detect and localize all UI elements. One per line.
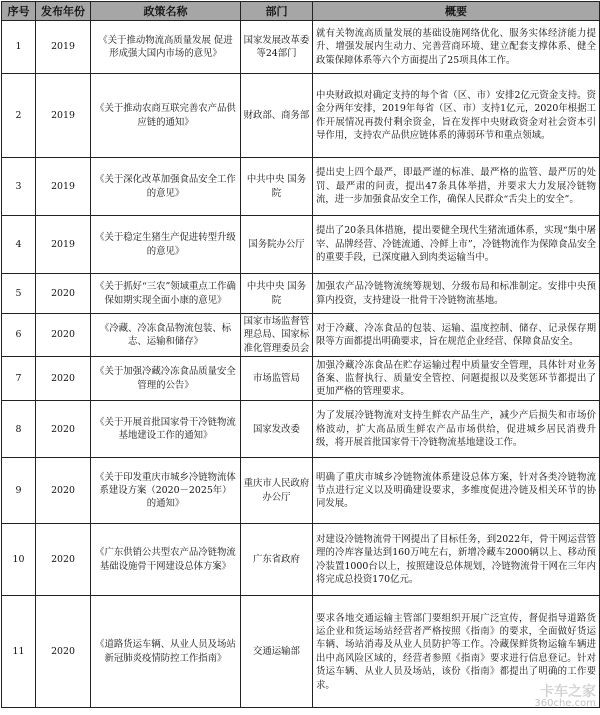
row-department: 中共中央 国务院 <box>241 274 313 314</box>
row-policy-name: 《关于推动物流高质量发展 促进形成强大国内市场的意见》 <box>91 21 241 74</box>
row-year: 2020 <box>36 458 91 524</box>
header-year: 发布年份 <box>36 2 91 21</box>
header-department: 部门 <box>241 2 313 21</box>
row-summary: 加强农产品冷链物流统筹规划、分级布局和标准制定。安排中央预算内投资，支持建设一批骨干冷链物流基地。 <box>313 274 600 314</box>
row-index: 1 <box>2 21 36 74</box>
row-department: 广东省政府 <box>241 524 313 596</box>
table-row <box>2 357 600 401</box>
policy-table <box>1 1 600 708</box>
row-year: 2020 <box>36 401 91 458</box>
row-department: 国家发展改革委等24部门 <box>241 21 313 74</box>
row-index: 7 <box>2 357 36 401</box>
row-policy-name: 《道路货运车辆、从业人员及场站新冠肺炎疫情防控工作指南》 <box>91 596 241 708</box>
row-index: 11 <box>2 596 36 708</box>
row-year: 2019 <box>36 216 91 274</box>
row-index: 5 <box>2 274 36 314</box>
row-department: 国家发改委 <box>241 401 313 458</box>
row-summary: 提出了20条具体措施，提出要健全现代生猪流通体系，实现“集中屠宰、品牌经营、冷链流通、冷鲜上市”，冷链物流作为保障食品安全的重要手段，已深度融入到肉类运输当中。 <box>313 216 600 274</box>
watermark-domain: 360che.com <box>534 698 596 710</box>
row-department: 财政部、商务部 <box>241 74 313 158</box>
row-year: 2020 <box>36 274 91 314</box>
row-year: 2019 <box>36 158 91 216</box>
table-row <box>2 596 600 708</box>
row-policy-name: 《关于印发重庆市城乡冷链物流体系建设方案（2020－2025年）的通知》 <box>91 458 241 524</box>
table-row <box>2 524 600 596</box>
row-summary: 要求各地交通运输主管部门要组织开展广泛宣传，督促指导道路货运企业和货运场站经营者严格按照《指南》的要求，全面做好货运车辆、场站消毒及从业人员防护等工作。冷藏保鲜货物运输车辆进出中高风险区域的，经营者参照《指南》要求进行信息登记。针对货运车辆、从业人员及场站，该份《指南》都提出了明确的工作要求。 <box>313 596 600 708</box>
row-department: 国家市场监督管理总局、国家标准化管理委员会 <box>241 314 313 357</box>
row-index: 9 <box>2 458 36 524</box>
table-row <box>2 74 600 158</box>
row-index: 10 <box>2 524 36 596</box>
row-summary: 明确了重庆市城乡冷链物流体系建设总体方案，针对各类冷链物流节点进行定义以及明确建设要求，多维度促进冷链及相关环节的协同发展。 <box>313 458 600 524</box>
row-summary: 提出史上四个最严，即最严谨的标准、最严格的监管、最严厉的处罚、最严肃的问责，提出47条具体举措，并要求大力发展冷链物流，进一步加强食品安全工作，确保人民群众“舌尖上的安全”。 <box>313 158 600 216</box>
row-summary: 对于冷藏、冷冻食品的包装、运输、温度控制、储存、记录保存期限等方面都提出明确要求，旨在规范企业经营、保障食品安全。 <box>313 314 600 357</box>
row-index: 2 <box>2 74 36 158</box>
row-policy-name: 《广东供销公共型农产品冷链物流基础设施骨干网建设总体方案》 <box>91 524 241 596</box>
table-row <box>2 401 600 458</box>
table-row <box>2 216 600 274</box>
row-year: 2020 <box>36 314 91 357</box>
row-department: 市场监管局 <box>241 357 313 401</box>
row-year: 2020 <box>36 524 91 596</box>
row-index: 8 <box>2 401 36 458</box>
row-policy-name: 《冷藏、冷冻食品物流包装、标志、运输和储存》 <box>91 314 241 357</box>
header-summary: 概要 <box>313 2 600 21</box>
row-policy-name: 《关于推动农商互联完善农产品供应链的通知》 <box>91 74 241 158</box>
watermark-brand: 卡车之家 <box>534 686 596 698</box>
row-policy-name: 《关于稳定生猪生产促进转型升级的意见》 <box>91 216 241 274</box>
row-year: 2019 <box>36 74 91 158</box>
header-index: 序号 <box>2 2 36 21</box>
row-summary: 对建设冷链物流骨干网提出了目标任务，到2022年，骨干网运营管理的冷库容量达到160万吨左右，新增冷藏车2000辆以上、移动预冷装置1000台以上，按照建设总体规划，冷链物流骨干网在三年内将完成总投资170亿元。 <box>313 524 600 596</box>
table-row <box>2 274 600 314</box>
table-row <box>2 458 600 524</box>
table-row <box>2 21 600 74</box>
table-header-row <box>2 2 600 21</box>
row-department: 国务院办公厅 <box>241 216 313 274</box>
row-year: 2020 <box>36 596 91 708</box>
row-year: 2020 <box>36 357 91 401</box>
row-policy-name: 《关于加强冷藏冷冻食品质量安全管理的公告》 <box>91 357 241 401</box>
row-summary: 就有关物流高质量发展的基础设施网络优化、服务实体经济能力提升、增强发展内生动力、完善营商环境、建立配套支撑体系、健全政策保障体系等六个方面提出了25项具体工作。 <box>313 21 600 74</box>
row-summary: 为了发展冷链物流对支持生鲜农产品生产，减少产后损失和市场价格波动，扩大高品质生鲜农产品市场供给，促进城乡居民消费升级，将开展首批国家骨干冷链物流基地建设工作。 <box>313 401 600 458</box>
row-department: 重庆市人民政府办公厅 <box>241 458 313 524</box>
row-department: 中共中央 国务院 <box>241 158 313 216</box>
row-summary: 中央财政拟对确定支持的每个省（区、市）安排2亿元资金支持。资金分两年安排，2019年每省（区、市）支持1亿元，2020年根据工作开展情况再拨付剩余资金，旨在发挥中央财政资金对社会资本引导作用，支持农产品供应链体系的薄弱环节和重点领域。 <box>313 74 600 158</box>
table-row <box>2 314 600 357</box>
row-department: 交通运输部 <box>241 596 313 708</box>
row-index: 4 <box>2 216 36 274</box>
row-policy-name: 《关于开展首批国家骨干冷链物流基地建设工作的通知》 <box>91 401 241 458</box>
row-year: 2019 <box>36 21 91 74</box>
row-index: 6 <box>2 314 36 357</box>
row-policy-name: 《关于深化改革加强食品安全工作的意见》 <box>91 158 241 216</box>
table-row <box>2 158 600 216</box>
row-policy-name: 《关于抓好“三农”领域重点工作确保如期实现全面小康的意见》 <box>91 274 241 314</box>
watermark <box>534 686 596 710</box>
header-policy-name: 政策名称 <box>91 2 241 21</box>
row-summary: 加强冷藏冷冻食品在贮存运输过程中质量安全管理，具体针对业务备案、监督执行、质量安全管控、问题提报以及奖惩环节都提出了更加严格的管理要求。 <box>313 357 600 401</box>
row-index: 3 <box>2 158 36 216</box>
